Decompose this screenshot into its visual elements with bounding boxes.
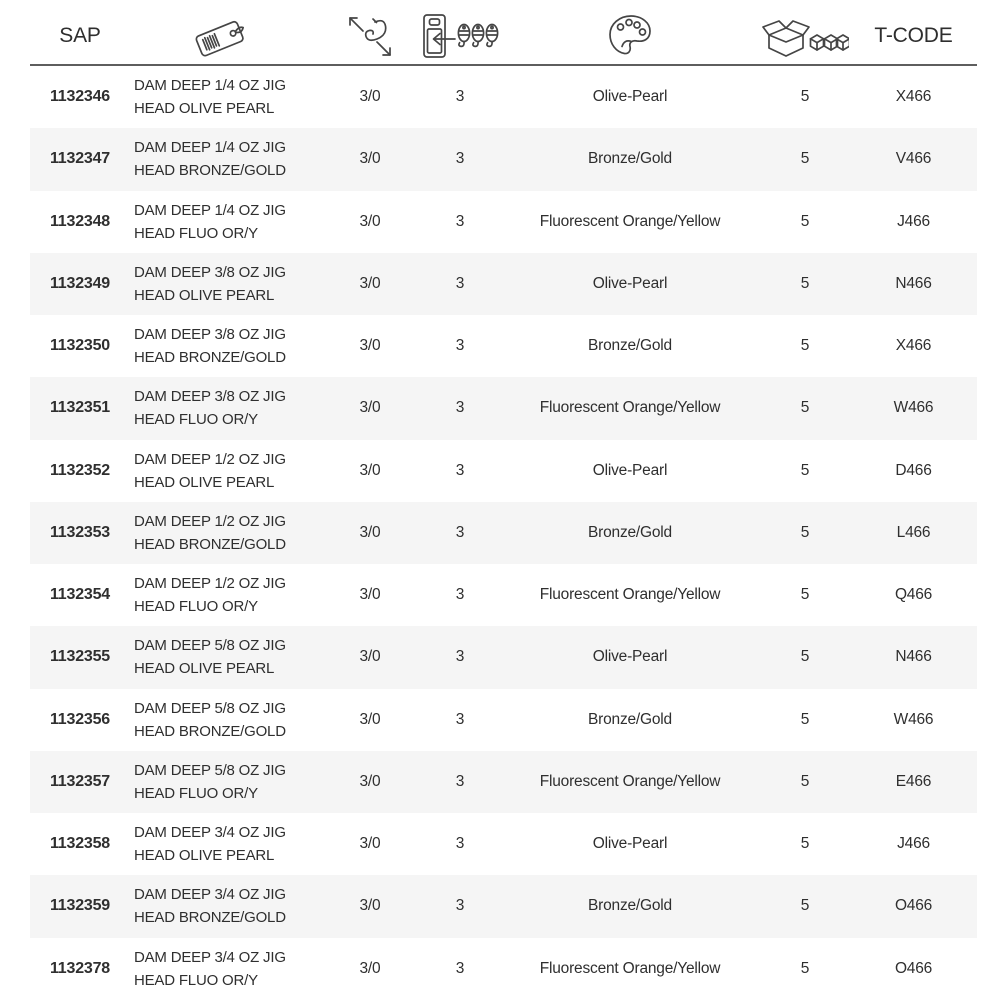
description-cell: DAM DEEP 3/8 OZ JIG HEAD BRONZE/GOLD: [134, 326, 286, 367]
hook-size-cell: 3/0: [359, 710, 381, 728]
description-cell: DAM DEEP 1/4 OZ JIG HEAD FLUO OR/Y: [134, 201, 286, 242]
carton-boxes-icon: [761, 10, 849, 62]
hook-size-cell: 3/0: [359, 959, 381, 977]
t-code-cell: W466: [893, 710, 934, 728]
t-code-cell: J466: [897, 835, 930, 853]
table-row: [30, 626, 977, 688]
hook-size-cell: 3/0: [359, 461, 381, 479]
sap-cell: 1132357: [49, 772, 110, 790]
carton-quantity-cell: 5: [800, 523, 810, 541]
hook-size-cell: 3/0: [359, 772, 381, 790]
carton-quantity-cell: 5: [800, 648, 810, 666]
carton-quantity-cell: 5: [800, 150, 810, 168]
pack-quantity-cell: 3: [455, 150, 465, 168]
color-cell: Fluorescent Orange/Yellow: [539, 399, 721, 417]
t-code-cell: V466: [895, 150, 932, 168]
hook-size-cell: 3/0: [359, 835, 381, 853]
description-cell: DAM DEEP 1/2 OZ JIG HEAD BRONZE/GOLD: [134, 512, 286, 553]
sap-cell: 1132355: [49, 648, 110, 666]
description-cell: DAM DEEP 5/8 OZ JIG HEAD BRONZE/GOLD: [134, 699, 286, 740]
pack-with-lures-icon: [421, 10, 499, 62]
t-code-cell: J466: [897, 212, 930, 230]
color-cell: Olive-Pearl: [592, 274, 668, 292]
pack-quantity-cell: 3: [455, 897, 465, 915]
pack-quantity-cell: 3: [455, 337, 465, 355]
carton-quantity-cell: 5: [800, 88, 810, 106]
pack-quantity-cell: 3: [455, 212, 465, 230]
sap-cell: 1132352: [49, 461, 110, 479]
description-cell: DAM DEEP 5/8 OZ JIG HEAD FLUO OR/Y: [134, 761, 286, 802]
pack-quantity-cell: 3: [455, 835, 465, 853]
hook-size-icon: [342, 9, 398, 63]
sap-cell: 1132356: [49, 710, 110, 728]
description-cell: DAM DEEP 1/4 OZ JIG HEAD OLIVE PEARL: [134, 77, 286, 118]
t-code-cell: X466: [895, 337, 932, 355]
hook-size-cell: 3/0: [359, 586, 381, 604]
color-palette-icon: [605, 11, 655, 61]
pack-quantity-cell: 3: [455, 648, 465, 666]
hook-size-cell: 3/0: [359, 523, 381, 541]
carton-quantity-cell: 5: [800, 461, 810, 479]
color-cell: Fluorescent Orange/Yellow: [539, 772, 721, 790]
hook-size-cell: 3/0: [359, 150, 381, 168]
description-cell: DAM DEEP 1/2 OZ JIG HEAD OLIVE PEARL: [134, 450, 286, 491]
column-header-carton-quantity: [760, 10, 850, 62]
column-header-t-code: [850, 24, 977, 48]
carton-quantity-cell: 5: [800, 337, 810, 355]
description-cell: DAM DEEP 3/8 OZ JIG HEAD FLUO OR/Y: [134, 388, 286, 429]
description-cell: DAM DEEP 3/4 OZ JIG HEAD BRONZE/GOLD: [134, 886, 286, 927]
table-row: [30, 377, 977, 439]
pack-quantity-cell: 3: [455, 88, 465, 106]
sap-cell: 1132359: [49, 897, 110, 915]
color-cell: Bronze/Gold: [588, 150, 672, 168]
table-row: [30, 813, 977, 875]
sap-cell: 1132348: [49, 212, 110, 230]
pack-quantity-cell: 3: [455, 959, 465, 977]
table-row: [30, 938, 977, 1000]
t-code-cell: D466: [895, 461, 932, 479]
table-row: [30, 66, 977, 128]
hook-size-cell: 3/0: [359, 897, 381, 915]
pack-quantity-cell: 3: [455, 399, 465, 417]
pack-quantity-cell: 3: [455, 772, 465, 790]
description-cell: DAM DEEP 3/8 OZ JIG HEAD OLIVE PEARL: [134, 263, 286, 304]
color-cell: Bronze/Gold: [588, 523, 672, 541]
table-row: [30, 128, 977, 190]
sap-cell: 1132378: [49, 959, 110, 977]
pack-quantity-cell: 3: [455, 461, 465, 479]
description-cell: DAM DEEP 3/4 OZ JIG HEAD FLUO OR/Y: [134, 948, 286, 989]
sap-header-label: SAP: [59, 24, 101, 47]
carton-quantity-cell: 5: [800, 586, 810, 604]
color-cell: Olive-Pearl: [592, 648, 668, 666]
pack-quantity-cell: 3: [455, 710, 465, 728]
t-code-cell: N466: [895, 274, 932, 292]
hook-size-cell: 3/0: [359, 337, 381, 355]
table-row: [30, 875, 977, 937]
table-row: [30, 751, 977, 813]
sap-cell: 1132351: [49, 399, 110, 417]
sap-cell: 1132346: [49, 88, 110, 106]
table-row: [30, 315, 977, 377]
t-code-cell: N466: [895, 648, 932, 666]
color-cell: Fluorescent Orange/Yellow: [539, 212, 721, 230]
sap-cell: 1132353: [49, 523, 110, 541]
sap-cell: 1132350: [49, 337, 110, 355]
t-code-cell: Q466: [894, 586, 933, 604]
product-tag-icon: [187, 11, 263, 61]
t-code-cell: W466: [893, 399, 934, 417]
pack-quantity-cell: 3: [455, 586, 465, 604]
carton-quantity-cell: 5: [800, 212, 810, 230]
table-row: [30, 253, 977, 315]
color-cell: Bronze/Gold: [588, 897, 672, 915]
description-cell: DAM DEEP 5/8 OZ JIG HEAD OLIVE PEARL: [134, 637, 286, 678]
table-row: [30, 191, 977, 253]
description-cell: DAM DEEP 1/2 OZ JIG HEAD FLUO OR/Y: [134, 575, 286, 616]
carton-quantity-cell: 5: [800, 710, 810, 728]
color-cell: Bronze/Gold: [588, 337, 672, 355]
sap-cell: 1132347: [49, 150, 110, 168]
description-cell: DAM DEEP 3/4 OZ JIG HEAD OLIVE PEARL: [134, 824, 286, 865]
column-header-color: [500, 11, 760, 61]
carton-quantity-cell: 5: [800, 399, 810, 417]
pack-quantity-cell: 3: [455, 274, 465, 292]
color-cell: Olive-Pearl: [592, 461, 668, 479]
t-code-header-label: T-CODE: [874, 24, 953, 47]
hook-size-cell: 3/0: [359, 212, 381, 230]
color-cell: Fluorescent Orange/Yellow: [539, 959, 721, 977]
carton-quantity-cell: 5: [800, 897, 810, 915]
carton-quantity-cell: 5: [800, 835, 810, 853]
hook-size-cell: 3/0: [359, 88, 381, 106]
carton-quantity-cell: 5: [800, 274, 810, 292]
t-code-cell: O466: [894, 959, 933, 977]
sap-cell: 1132349: [49, 274, 110, 292]
column-header-pack-quantity: [420, 10, 500, 62]
table-row: [30, 564, 977, 626]
table-header-row: [30, 0, 977, 66]
sap-cell: 1132354: [49, 586, 110, 604]
t-code-cell: X466: [895, 88, 932, 106]
t-code-cell: L466: [896, 523, 931, 541]
hook-size-cell: 3/0: [359, 274, 381, 292]
column-header-hook-size: [320, 9, 420, 63]
column-header-description: [130, 11, 320, 61]
product-catalog-table: [30, 0, 977, 1000]
pack-quantity-cell: 3: [455, 523, 465, 541]
table-body: [30, 66, 977, 1000]
hook-size-cell: 3/0: [359, 399, 381, 417]
carton-quantity-cell: 5: [800, 772, 810, 790]
description-cell: DAM DEEP 1/4 OZ JIG HEAD BRONZE/GOLD: [134, 139, 286, 180]
column-header-sap: [30, 24, 130, 48]
table-row: [30, 689, 977, 751]
color-cell: Olive-Pearl: [592, 88, 668, 106]
color-cell: Fluorescent Orange/Yellow: [539, 586, 721, 604]
t-code-cell: E466: [895, 772, 932, 790]
color-cell: Bronze/Gold: [588, 710, 672, 728]
sap-cell: 1132358: [49, 835, 110, 853]
carton-quantity-cell: 5: [800, 959, 810, 977]
color-cell: Olive-Pearl: [592, 835, 668, 853]
table-row: [30, 440, 977, 502]
t-code-cell: O466: [894, 897, 933, 915]
hook-size-cell: 3/0: [359, 648, 381, 666]
table-row: [30, 502, 977, 564]
